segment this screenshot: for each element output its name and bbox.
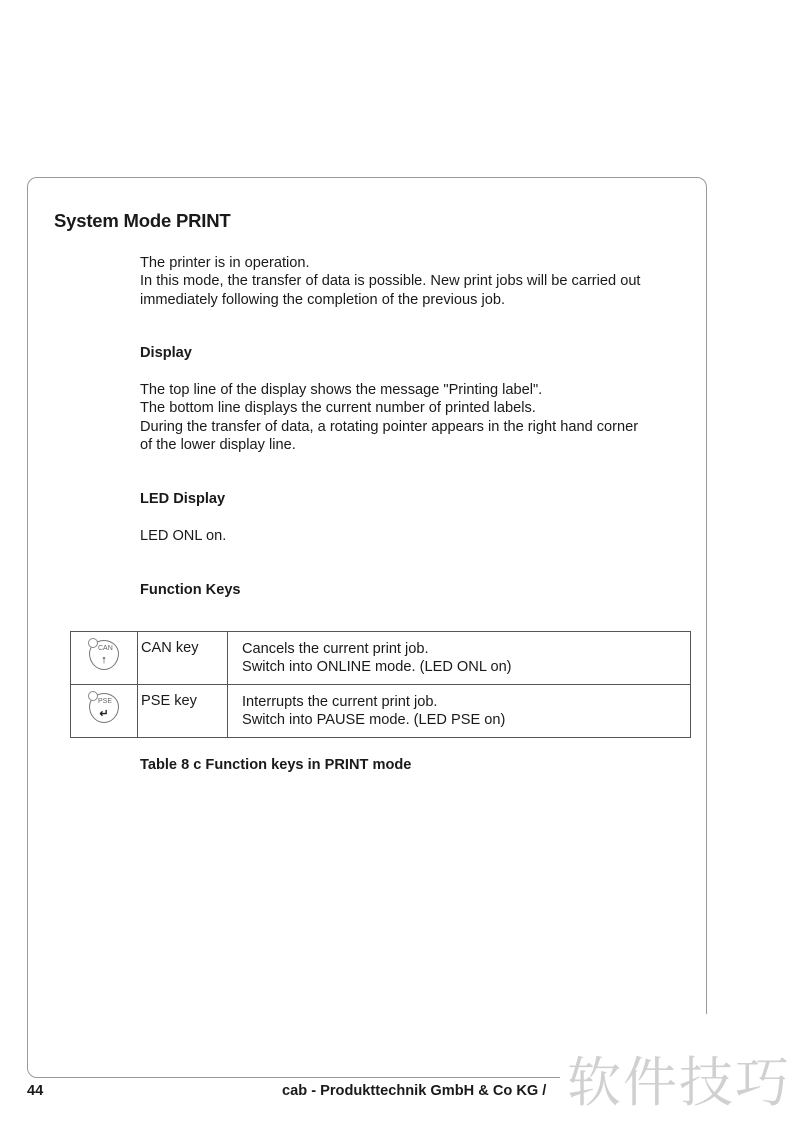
display-paragraph: [140, 381, 638, 454]
intro-line: immediately following the completion of the previous job.: [140, 291, 506, 308]
key-description: [228, 632, 691, 685]
key-icon-cell: [71, 632, 138, 685]
enter-arrow-icon: ↵: [99, 708, 109, 720]
page-number: 44: [27, 1083, 44, 1099]
function-keys-heading: Function Keys: [140, 582, 241, 598]
desc-line: Interrupts the current print job.: [242, 694, 438, 710]
display-line: The bottom line displays the current number of printed labels.: [140, 400, 536, 417]
display-line: During the transfer of data, a rotating pointer appears in the right hand corner: [140, 418, 639, 435]
up-arrow-icon: ↑: [101, 654, 107, 666]
key-icon-cell: [71, 685, 138, 738]
led-indicator-icon: [88, 691, 98, 701]
table-row: [71, 632, 691, 685]
key-cap-label: CAN: [98, 645, 113, 652]
key-name: CAN key: [138, 632, 228, 685]
desc-line: Switch into PAUSE mode. (LED PSE on): [242, 712, 506, 728]
table-caption: Table 8 c Function keys in PRINT mode: [140, 757, 412, 773]
intro-line: In this mode, the transfer of data is possible. New print jobs will be carried out: [140, 273, 641, 290]
intro-line: The printer is in operation.: [140, 255, 310, 271]
desc-line: Cancels the current print job.: [242, 641, 429, 657]
display-heading: Display: [140, 345, 192, 361]
display-line: The top line of the display shows the message "Printing label".: [140, 382, 543, 398]
led-heading: LED Display: [140, 491, 226, 507]
key-name: PSE key: [138, 685, 228, 738]
function-keys-table: [70, 631, 691, 738]
footer-company: cab - Produkttechnik GmbH & Co KG /: [282, 1083, 547, 1099]
content-frame: [27, 177, 707, 1078]
table-row: [71, 685, 691, 738]
watermark: 软件技巧: [567, 1051, 791, 1114]
led-indicator-icon: [88, 638, 98, 648]
intro-paragraph: [140, 254, 640, 309]
display-line: of the lower display line.: [140, 436, 296, 453]
key-cap-label: PSE: [98, 698, 113, 705]
page-title: System Mode PRINT: [54, 210, 231, 231]
key-description: [228, 685, 691, 738]
desc-line: Switch into ONLINE mode. (LED ONL on): [242, 659, 512, 675]
pse-key-icon: [89, 693, 119, 723]
led-text: LED ONL on.: [140, 528, 227, 544]
can-key-icon: [89, 640, 119, 670]
